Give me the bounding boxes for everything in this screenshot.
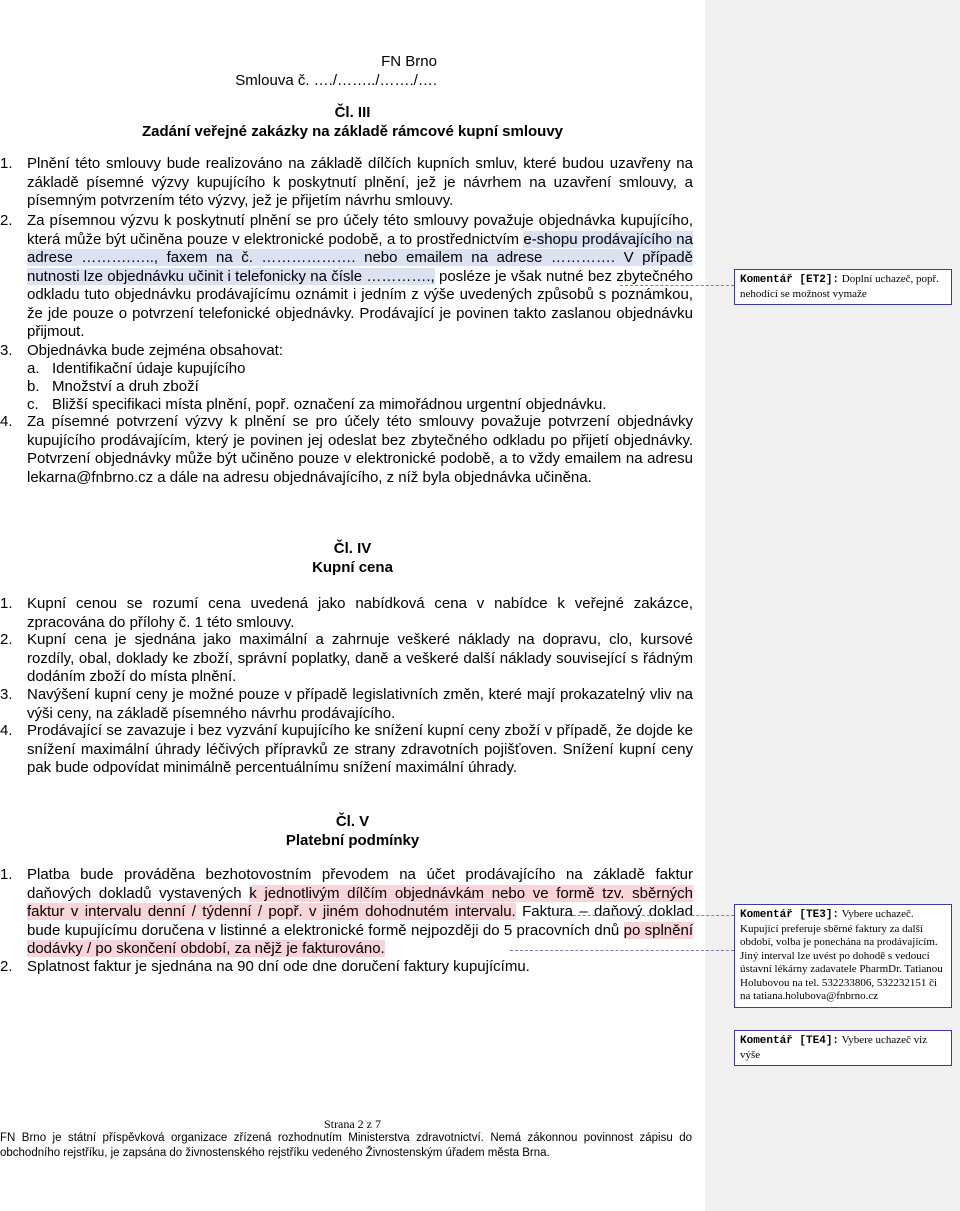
comment-leader-line — [553, 915, 734, 916]
list-letter: c. — [27, 396, 39, 413]
list-letter: a. — [27, 360, 40, 377]
list-number: 4. — [0, 722, 13, 739]
article-4-paragraph-1: Kupní cenou se rozumí cena uvedená jako nabídková cena v nabídce k veřejné zakázce, zpracována do přílohy č. 1 této smlouvy. — [27, 595, 693, 631]
list-number: 1. — [0, 866, 13, 883]
list-number: 1. — [0, 595, 13, 612]
comment-label: Komentář [TE4]: — [740, 1035, 840, 1047]
article-3-title: Čl. III — [334, 104, 371, 121]
comment-text: Doplní uchazeč, popř. nehodící se možnost vymaže — [740, 273, 939, 300]
list-letter: b. — [27, 378, 40, 395]
article-5-paragraph-2: Splatnost faktur je sjednána na 90 dní ode dne doručení faktury kupujícímu. — [27, 958, 530, 975]
footer-note: FN Brno je státní příspěvková organizace zřízená rozhodnutím Ministerstva zdravotnictví. Nemá zákonnou povinnost zápisu do obchodního rejstříku, je zapsána do živnostenského rejstříku vedeného Živnostenským úřadem města Brna. — [0, 1132, 692, 1159]
order-item: Bližší specifikaci místa plnění, popř. označení za mimořádnou urgentní objednávku. — [52, 396, 607, 413]
article-4-paragraph-2: Kupní cena je sjednána jako maximální a zahrnuje veškeré náklady na dopravu, clo, kursové rozdíly, obal, doklady ke zboží, správní poplatky, daně a veškeré další náklady související s řádným dodáním zboží do místa plnění. — [27, 631, 693, 685]
list-number: 2. — [0, 631, 13, 648]
article-3-paragraph-3: Objednávka bude zejména obsahovat: — [27, 342, 284, 359]
comment-leader-line — [620, 285, 734, 286]
comment-et2[interactable] — [734, 269, 952, 305]
comment-label: Komentář [ET2]: — [740, 274, 840, 286]
commented-text-et2[interactable]: e-shopu prodávajícího na adrese ……….….., faxem na č. ………………. nebo emailem na adrese …………. V případě nutnosti lze objednávku učinit i telefonicky na čísle …………., — [27, 230, 693, 285]
article-3-subtitle: Zadání veřejné zakázky na základě rámcové kupní smlouvy — [141, 123, 564, 140]
comment-label: Komentář [TE3]: — [740, 909, 840, 921]
order-item: Identifikační údaje kupujícího — [52, 360, 246, 377]
list-number: 1. — [0, 155, 13, 172]
article-4-paragraph-4: Prodávající se zavazuje i bez vyzvání kupujícího ke snížení kupní ceny zboží v případě, že dojde ke snížení maximální úhrady léčivých přípravků ze strany zdravotních pojišťoven. Snížení kupní ceny pak bude odpovídat minimálně percentuálnímu snížení maximální úhrady. — [27, 722, 693, 776]
list-number: 2. — [0, 958, 13, 975]
article-4-paragraph-3: Navýšení kupní ceny je možné pouze v případě legislativních změn, které mají prokazatelný vliv na výši ceny, na základě písemného návrhu prodávajícího. — [27, 686, 693, 722]
header-org: FN Brno — [381, 53, 437, 70]
article-3-paragraph-2: Za písemnou výzvu k poskytnutí plnění se pro účely této smlouvy považuje objednávka kupujícího, která může být učiněna pouze v elektronické podobě, a to prostřednictvím e-shopu prodávajícího na adrese ……….….., faxem na č. ………………. nebo emailem na adrese …………. V případě nutnosti lze objednávku učinit i telefonicky na čísle …………., posléze je však nutné bez zbytečného odkladu tuto objednávku prodávajícímu oznámit i jedním z výše uvedených způsobů s poznámkou, že jde pouze o potvrzení telefonické objednávky. Prodávající je povinen takto zaslanou objednávku přijmout. — [27, 212, 693, 340]
list-number: 3. — [0, 686, 13, 703]
comment-te4[interactable] — [734, 1030, 952, 1066]
header-contract-number: Smlouva č. …./……../……./…. — [235, 72, 437, 89]
order-item: Množství a druh zboží — [52, 378, 199, 395]
comment-text: Vybere uchazeč viz výše — [740, 1034, 928, 1061]
article-4-title: Čl. IV — [333, 540, 372, 557]
comment-te3[interactable] — [734, 904, 952, 1008]
list-number: 4. — [0, 413, 13, 430]
article-5-paragraph-1: Platba bude prováděna bezhotovostním převodem na účet prodávajícího na základě faktur daňových dokladů vystavených k jednotlivým dílčím objednávkám nebo ve formě tzv. sběrných faktur v intervalu denní / týdenní / popř. v jiném dohodnutém intervalu. Faktura – daňový doklad bude kupujícímu doručena v listinné a elektronické formě nejpozději do 5 pracovních dnů po splnění dodávky / po skončení období, za nějž je fakturováno. — [27, 866, 694, 957]
commented-text-te4[interactable]: po splnění dodávky / po skončení období, za nějž je fakturováno. — [27, 921, 693, 957]
commented-text-te3[interactable]: k jednotlivým dílčím objednávkám nebo ve formě tzv. sběrných faktur v intervalu denní / týdenní / popř. v jiném dohodnutém intervalu. — [27, 884, 694, 920]
page-number: Strana 2 z 7 — [324, 1117, 381, 1131]
article-3-paragraph-1: Plnění této smlouvy bude realizováno na základě dílčích kupních smluv, které budou uzavřeny na základě písemné výzvy kupujícího k poskytnutí plnění, jež je návrhem na uzavření smlouvy, a písemným potvrzením této výzvy, jež je přijetím návrhu smlouvy. — [27, 155, 693, 209]
comment-leader-line — [510, 950, 734, 951]
article-3-paragraph-4: Za písemné potvrzení výzvy k plnění se pro účely této smlouvy považuje potvrzení objednávky kupujícího prodávajícím, který je povinen jej odeslat bez zbytečného odkladu po přijetí objednávky. Potvrzení objednávky může být učiněno pouze v elektronické podobě, a to vždy emailem na adresu lekarna@fnbrno.cz a dále na adresu objednávajícího, z níž byla objednávka učiněna. — [27, 413, 693, 486]
article-5-subtitle: Platební podmínky — [285, 832, 420, 849]
article-5-title: Čl. V — [335, 813, 370, 830]
list-number: 3. — [0, 342, 13, 359]
article-4-subtitle: Kupní cena — [312, 559, 393, 576]
comment-text: Vybere uchazeč. Kupující preferuje sběrné faktury za další období, volba je ponechána na prodávajícím. Jiný interval lze uvést po dohodě s vedoucí ústavní lékárny zadavatele PharmDr. Tatianou Holubovou na tel. 532233806, 532232151 či na tatiana.holubova@fnbrno.cz — [740, 908, 943, 1002]
list-number: 2. — [0, 212, 13, 229]
